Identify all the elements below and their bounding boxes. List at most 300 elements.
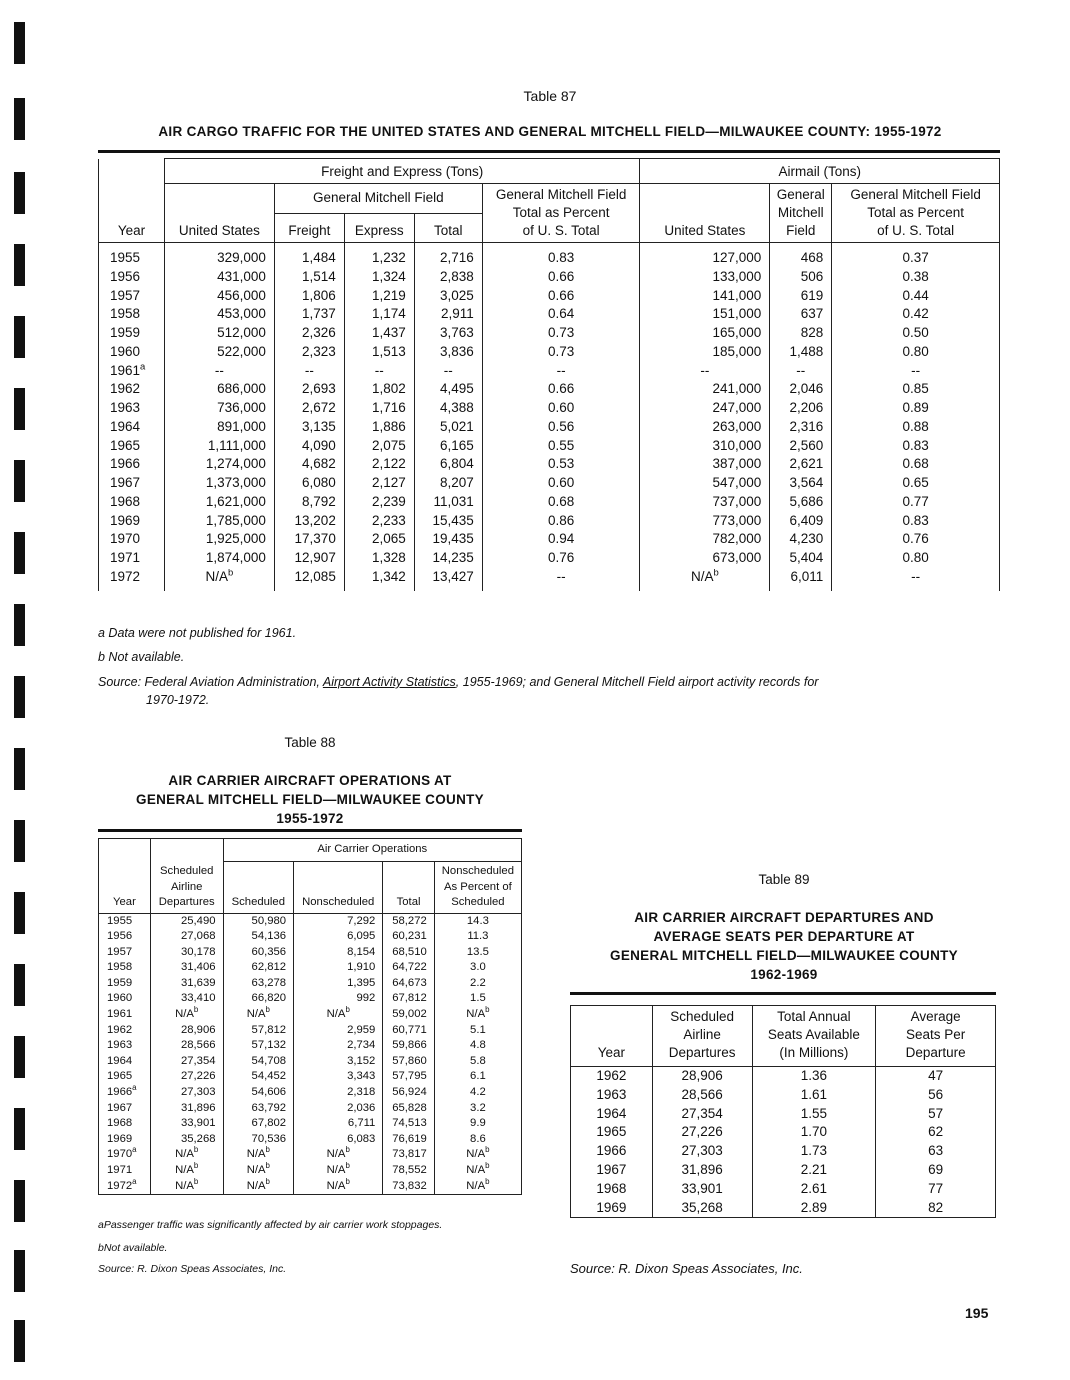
t87-cell: 1,232 <box>344 243 414 268</box>
t88-row <box>99 1116 522 1132</box>
t87-row <box>99 493 1000 512</box>
t88-cell: 4.2 <box>434 1085 521 1101</box>
t88-cell: 64,673 <box>383 976 434 992</box>
t87-cell: 1,373,000 <box>164 474 274 493</box>
t88-cell: $N/A^b$ <box>434 1163 521 1179</box>
t89-cell: 82 <box>876 1199 996 1218</box>
t88-cell: 70,536 <box>223 1132 294 1148</box>
binding-mark <box>14 244 25 286</box>
t88-cell: $N/A^b$ <box>294 1007 383 1023</box>
t89-row <box>571 1199 996 1218</box>
binding-mark <box>14 964 25 1006</box>
t87-cell: 0.73 <box>482 343 640 362</box>
t88-cell: 1961 <box>99 1007 151 1023</box>
t87-cell: 1,802 <box>344 380 414 399</box>
t87-cell: 1965 <box>99 437 165 456</box>
t87-cell: 1,328 <box>344 549 414 568</box>
t87-cell: 1,737 <box>274 305 344 324</box>
t87-cell: 6,011 <box>770 568 832 591</box>
t87-cell: $N/A^b$ <box>640 568 770 591</box>
t88-cell: 50,980 <box>223 913 294 929</box>
t88-cell: 54,708 <box>223 1054 294 1070</box>
t87-cell: 0.86 <box>482 512 640 531</box>
binding-mark <box>14 460 25 502</box>
t88-cell: 67,812 <box>383 991 434 1007</box>
t88-row <box>99 913 522 929</box>
t87-row <box>99 324 1000 343</box>
t87-cell: 1,785,000 <box>164 512 274 531</box>
t87-cell: 15,435 <box>414 512 482 531</box>
t87-cell: 0.85 <box>832 380 1000 399</box>
t88-cell: 60,356 <box>223 945 294 961</box>
t88-cell: 1,910 <box>294 960 383 976</box>
t88-h-sched: Scheduled <box>223 862 294 914</box>
t88-cell: 13.5 <box>434 945 521 961</box>
t88-cell: 31,639 <box>150 976 223 992</box>
t88-h-year: Year <box>99 839 151 914</box>
t87-cell: 453,000 <box>164 305 274 324</box>
binding-mark <box>14 172 25 214</box>
t87-cell: 506 <box>770 268 832 287</box>
table89-label: Table 89 <box>758 872 810 887</box>
t87-cell: 686,000 <box>164 380 274 399</box>
t87-cell: 828 <box>770 324 832 343</box>
t87-cell: 263,000 <box>640 418 770 437</box>
t88-cell: $N/A^b$ <box>150 1007 223 1023</box>
t87-cell: 17,370 <box>274 530 344 549</box>
t89-h-avg: Average Seats Per Departure <box>876 1006 996 1067</box>
t87-cell: 522,000 <box>164 343 274 362</box>
t87-cell: 1964 <box>99 418 165 437</box>
t87-cell: 1955 <box>99 243 165 268</box>
t88-cell: $N/A^b$ <box>294 1163 383 1179</box>
t87-cell: 0.73 <box>482 324 640 343</box>
t88-cell: $N/A^b$ <box>223 1147 294 1163</box>
t87-row <box>99 530 1000 549</box>
table87-top-rule <box>98 150 1000 153</box>
table88-top-rule <box>98 829 522 832</box>
t88-cell: 1968 <box>99 1116 151 1132</box>
binding-mark <box>14 604 25 646</box>
t87-cell: 2,065 <box>344 530 414 549</box>
t88-cell: 64,722 <box>383 960 434 976</box>
t87-cell: 165,000 <box>640 324 770 343</box>
t89-cell: 1968 <box>571 1180 653 1199</box>
t88-cell: 1960 <box>99 991 151 1007</box>
t88-cell: 31,406 <box>150 960 223 976</box>
t88-cell: 1966$^a$ <box>99 1085 151 1101</box>
t88-cell: 3,343 <box>294 1069 383 1085</box>
t89-cell: 31,896 <box>652 1161 752 1180</box>
t89-cell: 1.70 <box>752 1123 876 1142</box>
t87-row <box>99 437 1000 456</box>
t87-cell: 247,000 <box>640 399 770 418</box>
t88-cell: $N/A^b$ <box>434 1179 521 1195</box>
t87-cell: 1970 <box>99 530 165 549</box>
t87-row <box>99 380 1000 399</box>
t88-cell: $N/A^b$ <box>150 1179 223 1195</box>
t88-row <box>99 1038 522 1054</box>
t87-cell: 0.83 <box>832 437 1000 456</box>
t87-cell: 0.44 <box>832 287 1000 306</box>
t87-cell: 0.68 <box>832 455 1000 474</box>
t87-cell: 0.38 <box>832 268 1000 287</box>
t88-cell: 1957 <box>99 945 151 961</box>
binding-mark <box>14 316 25 358</box>
t87-cell: 1,925,000 <box>164 530 274 549</box>
t87-cell: 1,716 <box>344 399 414 418</box>
t88-cell: 1963 <box>99 1038 151 1054</box>
t87-cell: 0.76 <box>482 549 640 568</box>
t87-row <box>99 287 1000 306</box>
t87-h-us: United States <box>164 184 274 243</box>
t87-cell: 1963 <box>99 399 165 418</box>
t88-cell: 57,860 <box>383 1054 434 1070</box>
t88-cell: 6.1 <box>434 1069 521 1085</box>
t87-cell: 0.83 <box>832 512 1000 531</box>
t87-cell: 0.60 <box>482 399 640 418</box>
binding-mark <box>14 22 25 64</box>
t87-cell: 0.50 <box>832 324 1000 343</box>
t88-cell: 57,812 <box>223 1023 294 1039</box>
t89-cell: 27,303 <box>652 1142 752 1161</box>
t89-row <box>571 1180 996 1199</box>
t88-cell: $N/A^b$ <box>294 1179 383 1195</box>
t88-cell: 1967 <box>99 1101 151 1117</box>
t87-h-pct: General Mitchell Field Total as Percent of U. S. Total <box>482 184 640 243</box>
t88-cell: 8.6 <box>434 1132 521 1148</box>
t87-h-gmf-group: General Mitchell Field <box>274 184 482 214</box>
t87-cell: 0.80 <box>832 343 1000 362</box>
t87-cell: 3,836 <box>414 343 482 362</box>
t87-cell: 185,000 <box>640 343 770 362</box>
t87-cell: 2,560 <box>770 437 832 456</box>
t87-cell: 1,488 <box>770 343 832 362</box>
t87-cell: 1,514 <box>274 268 344 287</box>
t87-cell: 0.83 <box>482 243 640 268</box>
t87-cell: 1960 <box>99 343 165 362</box>
t89-cell: 63 <box>876 1142 996 1161</box>
t89-cell: 56 <box>876 1086 996 1105</box>
t88-row <box>99 1069 522 1085</box>
t87-cell: 1,219 <box>344 287 414 306</box>
table87-note-b: b Not available. <box>98 650 185 664</box>
t87-row <box>99 549 1000 568</box>
t87-cell: 241,000 <box>640 380 770 399</box>
t89-cell: 1.73 <box>752 1142 876 1161</box>
t89-cell: 77 <box>876 1180 996 1199</box>
t87-cell: 737,000 <box>640 493 770 512</box>
t88-cell: 59,866 <box>383 1038 434 1054</box>
t89-cell: 2.21 <box>752 1161 876 1180</box>
t88-cell: 27,226 <box>150 1069 223 1085</box>
t88-cell: 2,318 <box>294 1085 383 1101</box>
t88-cell: 73,832 <box>383 1179 434 1195</box>
t88-cell: $N/A^b$ <box>434 1007 521 1023</box>
binding-mark <box>14 748 25 790</box>
t88-h-sched-dep: Scheduled Airline Departures <box>150 839 223 914</box>
t88-cell: 2,959 <box>294 1023 383 1039</box>
binding-mark <box>14 98 25 140</box>
t87-cell: 3,763 <box>414 324 482 343</box>
t87-cell: -- <box>164 362 274 381</box>
t87-cell: 431,000 <box>164 268 274 287</box>
t88-cell: 992 <box>294 991 383 1007</box>
t88-row <box>99 945 522 961</box>
t87-cell: 127,000 <box>640 243 770 268</box>
t87-cell: 1969 <box>99 512 165 531</box>
t87-cell: 2,122 <box>344 455 414 474</box>
t88-cell: 27,354 <box>150 1054 223 1070</box>
t87-row <box>99 362 1000 381</box>
t88-row <box>99 1163 522 1179</box>
table88 <box>98 838 522 1195</box>
t87-cell: 151,000 <box>640 305 770 324</box>
t88-cell: 54,452 <box>223 1069 294 1085</box>
t89-cell: 1964 <box>571 1105 653 1124</box>
t87-cell: 13,202 <box>274 512 344 531</box>
t87-cell: 133,000 <box>640 268 770 287</box>
t87-cell: 1,342 <box>344 568 414 591</box>
t88-cell: 1964 <box>99 1054 151 1070</box>
t88-cell: 1972$^a$ <box>99 1179 151 1195</box>
t87-cell: 736,000 <box>164 399 274 418</box>
t88-cell: $N/A^b$ <box>150 1147 223 1163</box>
t88-row <box>99 1101 522 1117</box>
t88-cell: 74,513 <box>383 1116 434 1132</box>
t87-cell: 2,621 <box>770 455 832 474</box>
t87-cell: 387,000 <box>640 455 770 474</box>
t87-cell: 0.94 <box>482 530 640 549</box>
t89-cell: 69 <box>876 1161 996 1180</box>
t87-cell: 0.55 <box>482 437 640 456</box>
t88-cell: 54,606 <box>223 1085 294 1101</box>
t88-cell: 6,083 <box>294 1132 383 1148</box>
t89-row <box>571 1161 996 1180</box>
t87-cell: 1958 <box>99 305 165 324</box>
t87-cell: 8,207 <box>414 474 482 493</box>
t88-cell: 1.5 <box>434 991 521 1007</box>
t88-row <box>99 1023 522 1039</box>
t89-cell: 33,901 <box>652 1180 752 1199</box>
t88-cell: 73,817 <box>383 1147 434 1163</box>
t87-cell: 11,031 <box>414 493 482 512</box>
t88-cell: 57,132 <box>223 1038 294 1054</box>
t88-cell: 28,906 <box>150 1023 223 1039</box>
t87-cell: 512,000 <box>164 324 274 343</box>
t88-h-nonsched: Nonscheduled <box>294 862 383 914</box>
table88-label: Table 88 <box>284 735 336 750</box>
t87-cell: 2,672 <box>274 399 344 418</box>
t87-cell: 1966 <box>99 455 165 474</box>
t88-cell: 1956 <box>99 929 151 945</box>
t87-cell: 0.56 <box>482 418 640 437</box>
t87-cell: 468 <box>770 243 832 268</box>
t87-cell: -- <box>274 362 344 381</box>
table89-source: Source: R. Dixon Speas Associates, Inc. <box>570 1261 803 1276</box>
t88-row <box>99 1054 522 1070</box>
t87-cell: 1,437 <box>344 324 414 343</box>
t88-cell: 60,231 <box>383 929 434 945</box>
t88-cell: 1962 <box>99 1023 151 1039</box>
t87-cell: 4,230 <box>770 530 832 549</box>
table89 <box>570 1005 996 1218</box>
t89-cell: 1963 <box>571 1086 653 1105</box>
t88-cell: 27,303 <box>150 1085 223 1101</box>
t87-cell: 3,564 <box>770 474 832 493</box>
t87-h-am-us: United States <box>640 184 770 243</box>
t87-cell: 1961$^a$ <box>99 362 165 381</box>
t87-h-freight-group: Freight and Express (Tons) <box>164 159 640 184</box>
t88-cell: 31,896 <box>150 1101 223 1117</box>
t88-cell: 9.9 <box>434 1116 521 1132</box>
t89-cell: 1.55 <box>752 1105 876 1124</box>
t87-cell: 329,000 <box>164 243 274 268</box>
binding-mark <box>14 1320 25 1362</box>
t87-cell: 1957 <box>99 287 165 306</box>
t89-cell: 28,906 <box>652 1067 752 1086</box>
table87-label: Table 87 <box>523 88 577 104</box>
t87-cell: 782,000 <box>640 530 770 549</box>
t87-cell: 0.66 <box>482 268 640 287</box>
t88-cell: 2.2 <box>434 976 521 992</box>
t89-h-year: Year <box>571 1006 653 1067</box>
t87-h-am-pct: General Mitchell Field Total as Percent of U. S. Total <box>832 184 1000 243</box>
t87-cell: 0.66 <box>482 287 640 306</box>
t87-h-express: Express <box>344 213 414 243</box>
binding-mark <box>14 1108 25 1150</box>
table87 <box>98 158 1000 591</box>
t88-cell: 1965 <box>99 1069 151 1085</box>
t89-row <box>571 1142 996 1161</box>
t88-cell: 63,278 <box>223 976 294 992</box>
t88-cell: 56,924 <box>383 1085 434 1101</box>
t88-cell: 14.3 <box>434 913 521 929</box>
t89-cell: 2.89 <box>752 1199 876 1218</box>
t87-cell: 6,804 <box>414 455 482 474</box>
t88-cell: 6,095 <box>294 929 383 945</box>
table87-source: Source: Federal Aviation Administration, Airport Activity Statistics, 1955-1969; and General Mitchell Field airport activity records for 1970-1972. <box>98 675 819 707</box>
t87-cell: 2,838 <box>414 268 482 287</box>
t89-cell: 1969 <box>571 1199 653 1218</box>
t87-cell: 1,874,000 <box>164 549 274 568</box>
t88-h-total: Total <box>383 862 434 914</box>
binding-mark <box>14 892 25 934</box>
binding-mark <box>14 1250 25 1292</box>
t88-cell: 3.2 <box>434 1101 521 1117</box>
t87-cell: 773,000 <box>640 512 770 531</box>
t88-cell: 1958 <box>99 960 151 976</box>
t88-cell: 27,068 <box>150 929 223 945</box>
t88-cell: $N/A^b$ <box>223 1179 294 1195</box>
t89-row <box>571 1123 996 1142</box>
t87-cell: 2,911 <box>414 305 482 324</box>
t87-cell: 4,388 <box>414 399 482 418</box>
t88-cell: 33,901 <box>150 1116 223 1132</box>
t87-cell: 1967 <box>99 474 165 493</box>
t87-cell: 619 <box>770 287 832 306</box>
t87-cell: 1,174 <box>344 305 414 324</box>
t89-cell: 28,566 <box>652 1086 752 1105</box>
t87-cell: 1,621,000 <box>164 493 274 512</box>
t89-cell: 27,226 <box>652 1123 752 1142</box>
t87-cell: 2,127 <box>344 474 414 493</box>
binding-mark <box>14 532 25 574</box>
t87-cell: 3,025 <box>414 287 482 306</box>
t87-cell: 456,000 <box>164 287 274 306</box>
table88-note-a: aPassenger traffic was significantly affected by air carrier work stoppages. <box>98 1219 443 1231</box>
t87-cell: -- <box>640 362 770 381</box>
t87-cell: 19,435 <box>414 530 482 549</box>
t89-cell: 1.61 <box>752 1086 876 1105</box>
t88-cell: 2,734 <box>294 1038 383 1054</box>
t88-h-pct: Nonscheduled As Percent of Scheduled <box>434 862 521 914</box>
t87-cell: 12,907 <box>274 549 344 568</box>
t88-row <box>99 976 522 992</box>
t89-cell: 47 <box>876 1067 996 1086</box>
t87-cell: 6,409 <box>770 512 832 531</box>
t87-row <box>99 455 1000 474</box>
t87-cell: 0.88 <box>832 418 1000 437</box>
t87-row <box>99 418 1000 437</box>
t89-cell: 1966 <box>571 1142 653 1161</box>
t87-cell: 637 <box>770 305 832 324</box>
t87-cell: 1,484 <box>274 243 344 268</box>
t87-cell: 1,324 <box>344 268 414 287</box>
t88-cell: 59,002 <box>383 1007 434 1023</box>
t88-cell: 58,272 <box>383 913 434 929</box>
t87-cell: 0.60 <box>482 474 640 493</box>
t88-row <box>99 1179 522 1195</box>
t88-cell: 65,828 <box>383 1101 434 1117</box>
t87-cell: 0.42 <box>832 305 1000 324</box>
t87-cell: 2,716 <box>414 243 482 268</box>
t89-row <box>571 1086 996 1105</box>
table88-note-b: bNot available. <box>98 1242 168 1254</box>
t87-cell: 5,021 <box>414 418 482 437</box>
t87-cell: 0.76 <box>832 530 1000 549</box>
t87-cell: 0.65 <box>832 474 1000 493</box>
t87-row <box>99 268 1000 287</box>
t88-cell: 67,802 <box>223 1116 294 1132</box>
t87-cell: 1956 <box>99 268 165 287</box>
t87-cell: 1,111,000 <box>164 437 274 456</box>
t87-cell: -- <box>770 362 832 381</box>
t87-row <box>99 568 1000 591</box>
t89-row <box>571 1067 996 1086</box>
t87-cell: 8,792 <box>274 493 344 512</box>
t87-cell: 13,427 <box>414 568 482 591</box>
t88-cell: 66,820 <box>223 991 294 1007</box>
t88-cell: 4.8 <box>434 1038 521 1054</box>
page-number: 195 <box>965 1305 989 1321</box>
t88-cell: 78,552 <box>383 1163 434 1179</box>
t88-cell: 63,792 <box>223 1101 294 1117</box>
t87-cell: 2,046 <box>770 380 832 399</box>
t88-cell: 33,410 <box>150 991 223 1007</box>
t87-cell: 2,206 <box>770 399 832 418</box>
t87-cell: 2,326 <box>274 324 344 343</box>
t87-row <box>99 243 1000 268</box>
t87-h-am-gmf: General Mitchell Field <box>770 184 832 243</box>
t87-row <box>99 512 1000 531</box>
t88-cell: $N/A^b$ <box>294 1147 383 1163</box>
t88-cell: 1970$^a$ <box>99 1147 151 1163</box>
table87-note-a: a Data were not published for 1961. <box>98 626 297 640</box>
t87-cell: -- <box>482 568 640 591</box>
t87-h-total: Total <box>414 213 482 243</box>
t88-row <box>99 1147 522 1163</box>
